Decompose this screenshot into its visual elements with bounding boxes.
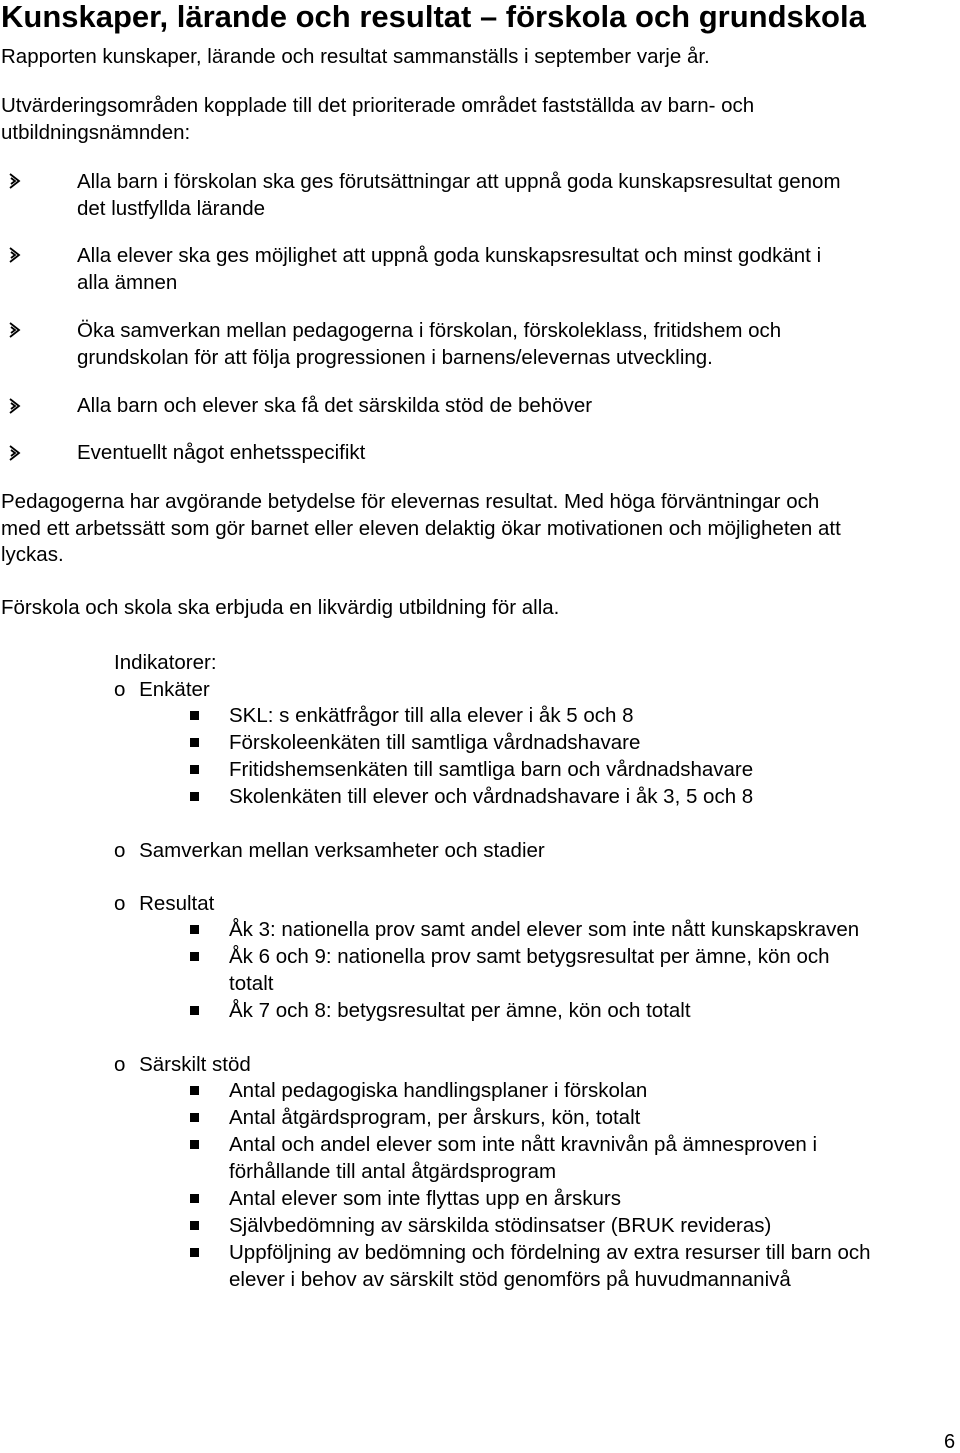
indicator-item [229,944,830,997]
indicator-item-line: förhållande till antal åtgärdsprogram [229,1159,557,1183]
page-title: Kunskaper, lärande och resultat – förskola och grundskola [1,0,866,34]
square-bullet-icon [190,952,199,961]
indicator-item [229,1132,817,1185]
square-bullet-icon [190,765,199,774]
arrow-bullet-icon [0,393,26,419]
square-bullet-icon [190,1140,199,1149]
paragraph-line: lyckas. [1,543,64,566]
square-bullet-icon [190,1221,199,1230]
square-bullet-icon [190,1006,199,1015]
arrow-bullet-icon [0,317,26,343]
indicator-item: Antal åtgärdsprogram, per årskurs, kön, totalt [229,1106,641,1129]
indicator-item-line: elever i behov av särskilt stöd genomförs på huvudmannanivå [229,1267,791,1291]
goal-text: det lustfyllda lärande [77,196,266,220]
indicator-item: Antal elever som inte flyttas upp en årskurs [229,1187,621,1210]
square-bullet-icon [190,792,199,801]
evaluation-line: utbildningsnämnden: [1,120,191,144]
circle-bullet-icon: o [114,678,126,701]
indicator-item: Självbedömning av särskilda stödinsatser (BRUK revideras) [229,1214,772,1237]
indicator-item: Skolenkäten till elever och vårdnadshavare i åk 3, 5 och 8 [229,785,754,808]
indicators-heading: Indikatorer: [114,651,217,674]
goal-text: Eventuellt något enhetsspecifikt [77,441,366,464]
square-bullet-icon [190,1194,199,1203]
indicator-item-line: Antal och andel elever som inte nått kravnivån på ämnesproven i [229,1133,818,1156]
indicator-label: Resultat [139,892,215,915]
paragraph-line: med ett arbetssätt som gör barnet eller eleven delaktig ökar motivationen och möjligheten att [1,516,841,540]
square-bullet-icon [190,925,199,934]
goal-text: Alla barn i förskolan ska ges förutsättningar att uppnå goda kunskapsresultat genom [77,170,841,193]
indicator-label: Samverkan mellan verksamheter och stadier [139,839,545,862]
goal-text: Öka samverkan mellan pedagogerna i förskolan, förskoleklass, fritidshem och [77,319,782,342]
square-bullet-icon [190,711,199,720]
indicator-item-line: Åk 6 och 9: nationella prov samt betygsresultat per ämne, kön och [229,945,830,968]
indicator-item: Åk 7 och 8: betygsresultat per ämne, kön och totalt [229,999,691,1022]
indicator-item: Förskoleenkäten till samtliga vårdnadshavare [229,731,641,754]
paragraph-line: Pedagogerna har avgörande betydelse för elevernas resultat. Med höga förväntningar och [1,490,820,513]
goal-text: Alla elever ska ges möjlighet att uppnå goda kunskapsresultat och minst godkänt i [77,244,822,267]
circle-bullet-icon: o [114,839,126,862]
page-number: 6 [944,1431,956,1453]
evaluation-line: Utvärderingsområden kopplade till det prioriterade området fastställda av barn- och [1,94,755,117]
indicator-label: Särskilt stöd [139,1053,251,1076]
indicator-item: SKL: s enkätfrågor till alla elever i åk 5 och 8 [229,704,634,727]
arrow-bullet-icon [0,168,26,194]
paragraph-teachers [1,489,841,569]
square-bullet-icon [190,738,199,747]
arrow-bullet-icon [0,242,26,268]
indicator-item-line: Uppföljning av bedömning och fördelning av extra resurser till barn och [229,1241,871,1264]
circle-bullet-icon: o [114,892,126,915]
goal-text: alla ämnen [77,270,178,294]
square-bullet-icon [190,1086,199,1095]
square-bullet-icon [190,1248,199,1257]
intro-text: Rapporten kunskaper, lärande och resultat sammanställs i september varje år. [1,45,710,68]
goal-text: Alla barn och elever ska få det särskilda stöd de behöver [77,394,593,417]
evaluation-areas-text [1,93,754,146]
indicator-item: Antal pedagogiska handlingsplaner i förskolan [229,1079,648,1102]
indicator-item: Åk 3: nationella prov samt andel elever som inte nått kunskapskraven [229,918,860,941]
indicator-item-line: totalt [229,971,274,995]
indicator-item [229,1240,871,1293]
arrow-bullet-icon [0,440,26,466]
square-bullet-icon [190,1113,199,1122]
circle-bullet-icon: o [114,1053,126,1076]
paragraph-equality: Förskola och skola ska erbjuda en likvärdig utbildning för alla. [1,596,560,619]
indicator-label: Enkäter [139,678,210,701]
goal-text: grundskolan för att följa progressionen i barnens/elevernas utveckling. [77,345,713,369]
indicator-item: Fritidshemsenkäten till samtliga barn och vårdnadshavare [229,758,754,781]
